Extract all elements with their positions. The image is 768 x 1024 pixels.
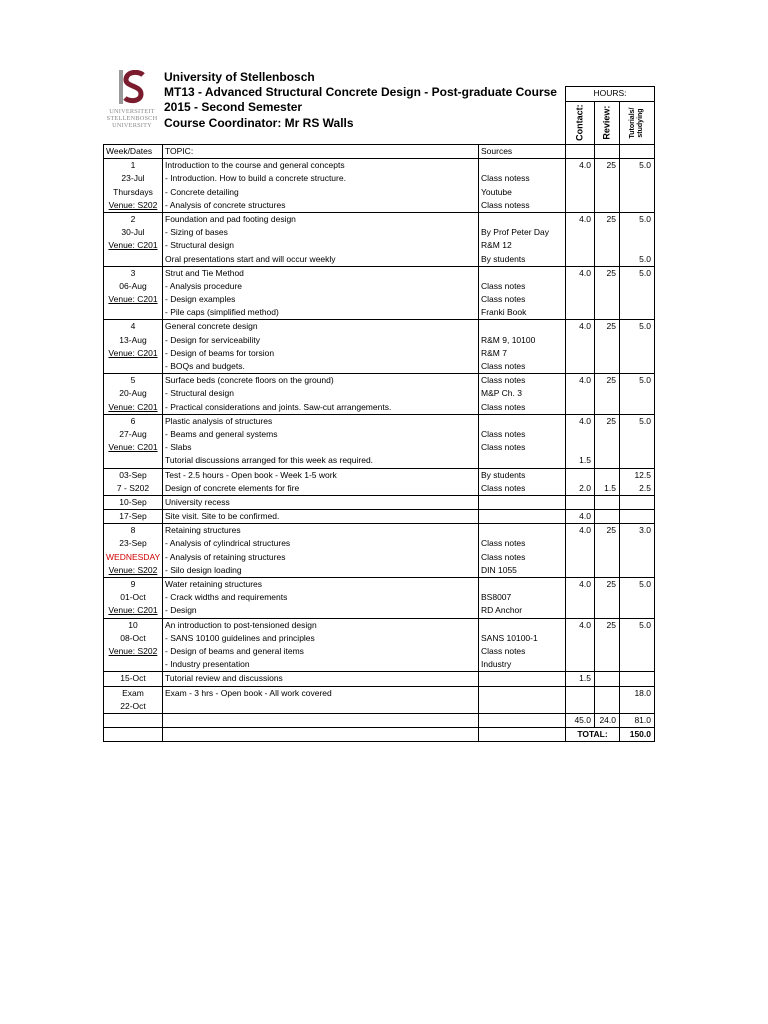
week-cell-line: 4 [130,321,136,332]
contact-hours-cell [566,414,595,468]
semester-title: 2015 - Second Semester [164,100,303,115]
sources-cell-line: BS8007 [481,592,512,603]
sources-cell-line: SANS 10100-1 [481,632,538,643]
sources-cell-line [481,510,563,523]
week-cell-line: 3 [130,267,136,278]
contact-hours-cell-line: 1.5 [579,455,591,466]
grand-total: 150.0 [620,728,655,742]
week-cell-line: 17-Sep [119,511,147,522]
contact-hours-cell [566,672,595,686]
sources-cell-line: Class notes [481,361,526,372]
tutorial-hours-cell [620,578,655,619]
topic-cell [163,510,479,524]
week-cell-line: 10 [128,619,138,630]
week-cell-line: Exam [122,687,144,698]
review-hours-cell [595,578,620,619]
sources-cell-line [481,672,563,685]
sources-cell [479,159,566,213]
week-cell-line: Venue: C201 [108,347,158,358]
sources-cell-line [481,415,563,428]
week-cell-line: 5 [130,375,136,386]
contact-hours-cell-line: 2.0 [579,482,591,493]
totals-row [104,713,655,727]
sources-cell-line [481,687,563,700]
topic-column-header: TOPIC: [163,145,479,159]
tutorial-hours-cell-line: 5.0 [639,619,651,630]
week-cell-line: 08-Oct [120,632,146,643]
table-row [104,578,655,619]
contact-hours-cell-line [568,441,591,454]
review-column-header: Review: [595,102,620,145]
week-cell-line: 20-Aug [119,388,147,399]
topic-cell-line: Oral presentations start and will occur weekly [165,253,336,264]
review-hours-cell [595,374,620,415]
week-cell-line: Thursdays [113,186,153,197]
tutorial-hours-cell [620,320,655,374]
table-row [104,212,655,266]
sources-cell [479,618,566,672]
topic-cell-line: - Analysis of cylindrical structures [165,538,291,549]
tutorial-hours-cell-line: 5.0 [639,375,651,386]
sources-cell-line [481,213,563,226]
topic-cell [163,495,479,509]
week-cell [104,468,163,495]
sources-cell [479,672,566,686]
sources-cell [479,524,566,578]
table-row [104,510,655,524]
schedule-table [103,86,655,742]
contact-total: 45.0 [566,713,595,727]
tutorial-hours-cell-line [622,226,651,239]
topic-cell-line: - Crack widths and requirements [165,592,288,603]
table-row [104,686,655,713]
table-row [104,618,655,672]
sources-cell-line [481,267,563,280]
topic-cell-line: Retaining structures [165,525,241,536]
topic-cell-line: - Analysis procedure [165,280,243,291]
topic-cell-line: - Structural design [165,388,234,399]
contact-hours-cell [566,159,595,213]
tutorial-hours-cell-line [622,239,651,252]
topic-cell-line: - Design examples [165,294,236,305]
week-cell-line: 30-Jul [121,227,145,238]
topic-cell [163,686,479,713]
tutorial-hours-cell-line [622,672,651,685]
week-cell [104,618,163,672]
sources-cell [479,212,566,266]
contact-column-header: Contact: [566,102,595,145]
topic-cell-line: - Design for serviceability [165,334,260,345]
contact-hours-cell-line [568,687,591,700]
sources-cell-line: Class notes [481,428,526,439]
topic-cell-line: Design of concrete elements for fire [165,482,300,493]
tutorial-hours-cell-line [622,496,651,509]
tutorials-column-header: Tutorials/ studying [620,102,655,145]
university-title: University of Stellenbosch [164,70,315,84]
review-hours-cell [595,266,620,320]
table-row [104,266,655,320]
tutorial-hours-cell [620,510,655,524]
week-cell [104,266,163,320]
topic-cell-line: - Design [165,605,197,616]
topic-cell-line: - Pile caps (simplified method) [165,307,279,318]
tutorial-hours-cell-line: 5.0 [639,321,651,332]
contact-hours-cell [566,266,595,320]
review-hours-cell [595,495,620,509]
topic-cell-line: - Introduction. How to build a concrete structure. [165,173,346,184]
table-row [104,320,655,374]
topic-cell-line: - BOQs and budgets. [165,361,245,372]
week-cell [104,524,163,578]
sources-cell-line [481,524,563,537]
table-row [104,495,655,509]
week-cell-line: 2 [130,213,136,224]
week-cell [104,320,163,374]
topic-cell-line: - Silo design loading [165,564,242,575]
sources-cell-line: Class notess [481,199,530,210]
review-hours-cell-line: 25 [606,619,616,630]
review-hours-cell-line: 25 [606,579,616,590]
course-title: MT13 - Advanced Structural Concrete Design - Post-graduate Course [164,85,557,100]
sources-cell-line: Franki Book [481,307,527,318]
week-cell-line: 06-Aug [119,280,147,291]
topic-cell-line: University recess [165,496,230,507]
review-hours-cell [595,320,620,374]
review-hours-cell [595,686,620,713]
topic-cell-line: - SANS 10100 guidelines and principles [165,632,315,643]
logo-text-line: STELLENBOSCH [106,115,158,122]
contact-hours-cell-line: 4.0 [579,321,591,332]
topic-cell-line: - Analysis of retaining structures [165,551,286,562]
tutorial-hours-cell [620,468,655,495]
review-hours-cell [595,414,620,468]
sources-cell [479,686,566,713]
sources-cell-line: R&M 12 [481,240,512,251]
week-cell [104,578,163,619]
sources-cell-line: By Prof Peter Day [481,227,550,238]
logo-text-line: UNIVERSITY [112,122,152,129]
week-cell-line: 9 [130,579,136,590]
sources-cell-line [481,496,563,509]
sources-cell-line: Class notes [481,442,526,453]
week-cell-line: 1 [130,160,136,171]
table-row [104,414,655,468]
week-cell [104,672,163,686]
topic-cell [163,374,479,415]
table-row [104,468,655,495]
review-hours-cell [595,618,620,672]
total-label: TOTAL: [566,728,620,742]
contact-hours-cell [566,374,595,415]
week-cell-line: Venue: C201 [108,605,158,616]
contact-hours-cell-line: 4.0 [579,267,591,278]
sources-cell-line: By students [481,253,526,264]
topic-cell-line: Tutorial review and discussions [165,673,283,684]
sources-cell-line: R&M 9, 10100 [481,334,536,345]
sources-cell [479,578,566,619]
week-cell-line: Venue: S202 [108,199,158,210]
topic-cell-line: - Sizing of bases [165,227,228,238]
sources-cell-line: Industry [481,659,512,670]
review-hours-cell [595,212,620,266]
sources-cell-line: Class notes [481,645,526,656]
sources-cell-line: Youtube [481,186,512,197]
tutorial-hours-cell [620,374,655,415]
contact-hours-cell-line: 1.5 [579,673,591,684]
review-hours-cell [595,510,620,524]
review-hours-cell-line [597,469,616,482]
week-cell-line: 7 - S202 [116,482,150,493]
week-cell-line: 6 [130,415,136,426]
tutorial-hours-cell-line: 5.0 [639,253,651,264]
tutorial-total: 81.0 [620,713,655,727]
sources-cell-line [481,320,563,333]
tutorial-hours-cell [620,212,655,266]
review-hours-cell-line: 25 [606,525,616,536]
contact-hours-cell-line: 4.0 [579,619,591,630]
review-hours-cell-line: 25 [606,160,616,171]
sources-column-header: Sources [479,145,566,159]
tutorial-hours-cell-line: 5.0 [639,160,651,171]
review-hours-cell [595,468,620,495]
topic-cell-line: - Industry presentation [165,659,250,670]
tutorial-hours-cell-line: 5.0 [639,267,651,278]
review-total: 24.0 [595,713,620,727]
hours-header: HOURS: [566,87,655,102]
review-hours-cell-line [597,496,616,509]
week-cell-line: Venue: S202 [108,564,158,575]
week-cell [104,686,163,713]
review-hours-cell-line: 25 [606,321,616,332]
topic-cell-line: - Beams and general systems [165,428,278,439]
topic-cell-line: Tutorial discussions arranged for this week as required. [165,455,374,466]
topic-cell [163,212,479,266]
review-hours-cell [595,672,620,686]
sources-cell-line: RD Anchor [481,605,523,616]
topic-cell-line: - Concrete detailing [165,186,239,197]
topic-cell [163,524,479,578]
contact-hours-cell [566,578,595,619]
contact-hours-cell-line: 4.0 [579,579,591,590]
sources-cell-line [481,454,563,467]
topic-cell [163,618,479,672]
sources-cell-line: Class notes [481,375,526,386]
topic-cell-line: - Design of beams and general items [165,645,304,656]
review-hours-cell [595,524,620,578]
review-hours-cell-line: 25 [606,415,616,426]
contact-hours-cell-line [568,469,591,482]
sources-cell-line: Class notess [481,173,530,184]
contact-hours-cell-line [568,428,591,441]
topic-cell-line: Plastic analysis of structures [165,415,273,426]
week-cell-line: Venue: S202 [108,645,158,656]
week-cell-line: WEDNESDAY [106,551,161,562]
topic-cell [163,159,479,213]
review-hours-cell [595,159,620,213]
topic-cell [163,266,479,320]
review-hours-cell-line: 1.5 [604,482,616,493]
sources-cell [479,374,566,415]
topic-cell-line: Surface beds (concrete floors on the ground) [165,375,334,386]
topic-cell [163,468,479,495]
sources-cell [479,414,566,468]
sources-cell-line: Class notes [481,280,526,291]
tutorial-hours-cell [620,672,655,686]
topic-cell-line: General concrete design [165,321,258,332]
sources-cell-line [481,578,563,591]
week-cell-line: Venue: C201 [108,240,158,251]
week-cell-line: Venue: C201 [108,294,158,305]
topic-cell-line: - Structural design [165,240,234,251]
table-row [104,159,655,213]
tutorial-hours-cell [620,524,655,578]
topic-cell-line: Introduction to the course and general concepts [165,160,345,171]
tutorial-hours-cell [620,686,655,713]
tutorial-hours-cell-line: 12.5 [634,469,651,480]
week-cell [104,510,163,524]
topic-cell-line: Foundation and pad footing design [165,213,296,224]
tutorial-hours-cell-line: 2.5 [639,482,651,493]
sources-cell-line: Class notes [481,538,526,549]
week-cell-line: 23-Jul [121,173,145,184]
tutorial-hours-cell [620,414,655,468]
contact-hours-cell-line: 4.0 [579,375,591,386]
contact-hours-cell-line: 4.0 [579,525,591,536]
sources-cell [479,266,566,320]
contact-hours-cell [566,212,595,266]
week-cell-line: 27-Aug [119,428,147,439]
week-cell [104,374,163,415]
table-row [104,374,655,415]
review-hours-cell-line [597,687,616,700]
week-cell-line: Venue: C201 [108,401,158,412]
sources-cell-line: DIN 1055 [481,564,517,575]
sources-cell-line: By students [481,469,526,480]
topic-cell-line: Test - 2.5 hours - Open book - Week 1-5 work [165,469,337,480]
review-hours-cell-line [597,672,616,685]
sources-cell-line: Class notes [481,482,526,493]
contact-hours-cell [566,320,595,374]
sources-cell [479,320,566,374]
topic-cell-line: Exam - 3 hrs - Open book - All work covered [165,687,332,698]
week-cell [104,414,163,468]
week-cell-line: 01-Oct [120,592,146,603]
topic-cell-line: Strut and Tie Method [165,267,244,278]
sources-cell-line: Class notes [481,551,526,562]
tutorial-hours-cell-line: 18.0 [634,687,651,698]
week-cell-line: Venue: C201 [108,442,158,453]
tutorial-hours-cell [620,618,655,672]
contact-hours-cell [566,524,595,578]
week-cell-line: 8 [130,525,136,536]
tutorial-hours-cell-line: 3.0 [639,525,651,536]
sources-cell-line: M&P Ch. 3 [481,388,522,399]
week-cell-line: 15-Oct [120,673,146,684]
contact-hours-cell [566,495,595,509]
week-column-header: Week/Dates [104,145,163,159]
grand-total-row [104,728,655,742]
review-hours-cell-line: 25 [606,213,616,224]
sources-cell [479,468,566,495]
contact-hours-cell [566,510,595,524]
table-row [104,672,655,686]
review-hours-cell-line: 25 [606,375,616,386]
topic-cell-line: - Practical considerations and joints. Saw-cut arrangements. [165,401,392,412]
table-row [104,524,655,578]
tutorial-hours-cell [620,266,655,320]
topic-cell [163,414,479,468]
coordinator-title: Course Coordinator: Mr RS Walls [164,115,354,130]
sources-cell [479,510,566,524]
tutorial-hours-cell [620,495,655,509]
topic-cell-line: - Slabs [165,442,192,453]
tutorial-hours-cell-line: 5.0 [639,415,651,426]
topic-cell [163,320,479,374]
topic-cell-line: Site visit. Site to be confirmed. [165,511,280,522]
topic-cell [163,672,479,686]
topic-cell-line: Water retaining structures [165,579,262,590]
week-cell [104,495,163,509]
tutorial-hours-cell-line: 5.0 [639,579,651,590]
topic-cell-line: An introduction to post-tensioned design [165,619,317,630]
contact-hours-cell [566,618,595,672]
contact-hours-cell-line: 4.0 [579,160,591,171]
contact-hours-cell-line: 4.0 [579,415,591,426]
tutorial-hours-cell-line: 5.0 [639,213,651,224]
sources-cell-line: Class notes [481,401,526,412]
topic-cell [163,578,479,619]
review-hours-cell-line: 25 [606,267,616,278]
contact-hours-cell-line [568,496,591,509]
sources-cell-line: R&M 7 [481,347,507,358]
week-cell-line: 13-Aug [119,334,147,345]
week-cell [104,212,163,266]
week-cell [104,159,163,213]
week-cell-line: 03-Sep [119,469,147,480]
logo-text-line: UNIVERSITEIT [109,108,155,115]
tutorial-hours-cell [620,159,655,213]
sources-cell-line [481,619,563,632]
topic-cell-line: - Design of beams for torsion [165,347,275,358]
contact-hours-cell [566,468,595,495]
sources-cell-line: Class notes [481,294,526,305]
week-cell-line: 23-Sep [119,538,147,549]
review-hours-cell-line [597,510,616,523]
sources-cell-line [481,159,563,172]
contact-hours-cell [566,686,595,713]
topic-cell-line: - Analysis of concrete structures [165,199,286,210]
tutorial-hours-cell-line [622,510,651,523]
week-cell-line: 10-Sep [119,496,147,507]
contact-hours-cell-line: 4.0 [579,213,591,224]
sources-cell [479,495,566,509]
week-cell-line: 22-Oct [120,700,146,711]
contact-hours-cell-line: 4.0 [579,511,591,522]
